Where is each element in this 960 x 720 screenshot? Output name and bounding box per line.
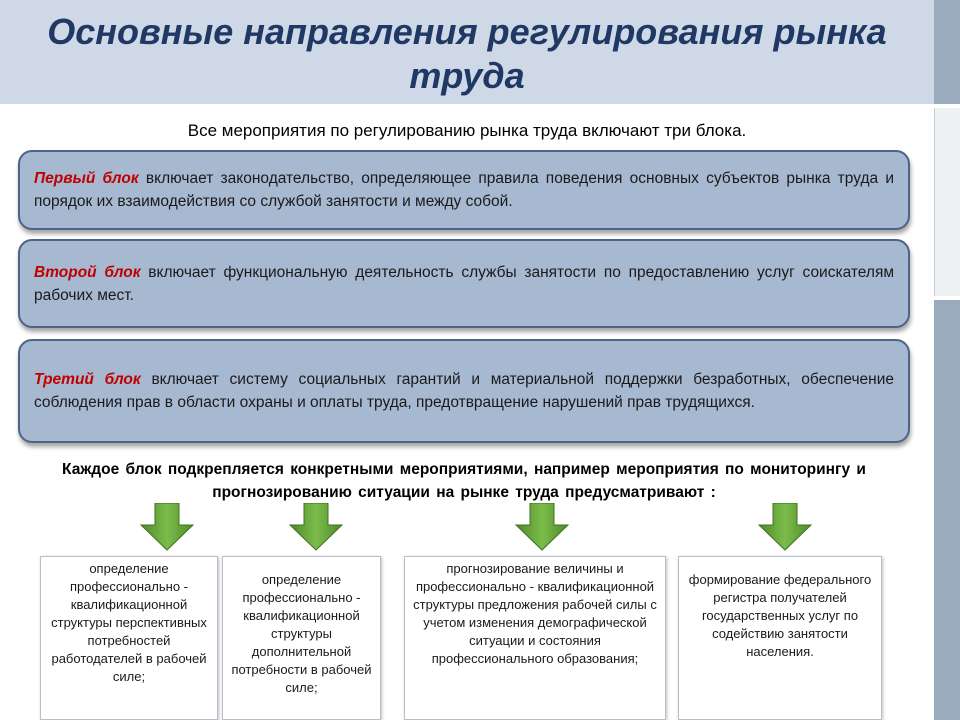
side-decoration-top	[934, 0, 960, 104]
down-arrow-icon	[288, 503, 344, 551]
down-arrow-icon	[139, 503, 195, 551]
page-title: Основные направления регулирования рынка труда	[47, 11, 887, 96]
block-second	[18, 239, 910, 328]
measure-box-1	[40, 556, 218, 720]
intro-text: Все мероприятия по регулированию рынка труда включают три блока.	[187, 121, 747, 140]
measure-box-4	[678, 556, 882, 720]
block-second-body: включает функциональную деятельность службы занятости по предоставлению услуг соискателям рабочих мест.	[34, 263, 894, 304]
side-decoration-middle	[934, 108, 960, 296]
block-third	[18, 339, 910, 443]
block-first-text	[34, 167, 894, 213]
measure-box-4-text: формирование федерального регистра получателей государственных услуг по содействию занятости населения.	[688, 572, 872, 659]
measure-box-2-text: определение профессионально - квалификационной структуры дополнительной потребности в рабочей силе;	[231, 572, 372, 695]
block-third-lead: Третий блок	[34, 371, 141, 388]
block-first-body: включает законодательство, определяющее правила поведения основных субъектов рынка труда и порядок их взаимодействия со службой занятости и между собой.	[34, 170, 895, 210]
measure-box-2	[222, 556, 381, 720]
down-arrow-icon	[757, 503, 813, 551]
side-decoration-bottom	[934, 300, 960, 720]
measures-note: Каждое блок подкрепляется конкретными мероприятиями, например мероприятия по мониторингу и прогнозированию ситуации на рынке труда предусматривают :	[62, 461, 866, 501]
measure-box-3-text: прогнозирование величины и профессионально - квалификационной структуры предложения рабочей силы с учетом изменения демографической ситуации и состояния профессионального образования;	[413, 561, 657, 666]
down-arrow-icon	[514, 503, 570, 551]
block-third-body: включает систему социальных гарантий и материальной поддержки безработных, обеспечение соблюдения прав в области охраны и оплаты труда, предотвращение нарушений прав трудящихся.	[34, 371, 894, 411]
block-first	[18, 150, 910, 230]
block-second-text	[34, 261, 894, 307]
block-first-lead: Первый блок	[34, 170, 139, 187]
measure-box-3	[404, 556, 666, 720]
measure-box-1-text: определение профессионально - квалификационной структуры перспективных потребностей работодателей в рабочей силе;	[51, 561, 207, 684]
block-third-text	[34, 368, 894, 414]
block-second-lead: Второй блок	[34, 263, 141, 281]
